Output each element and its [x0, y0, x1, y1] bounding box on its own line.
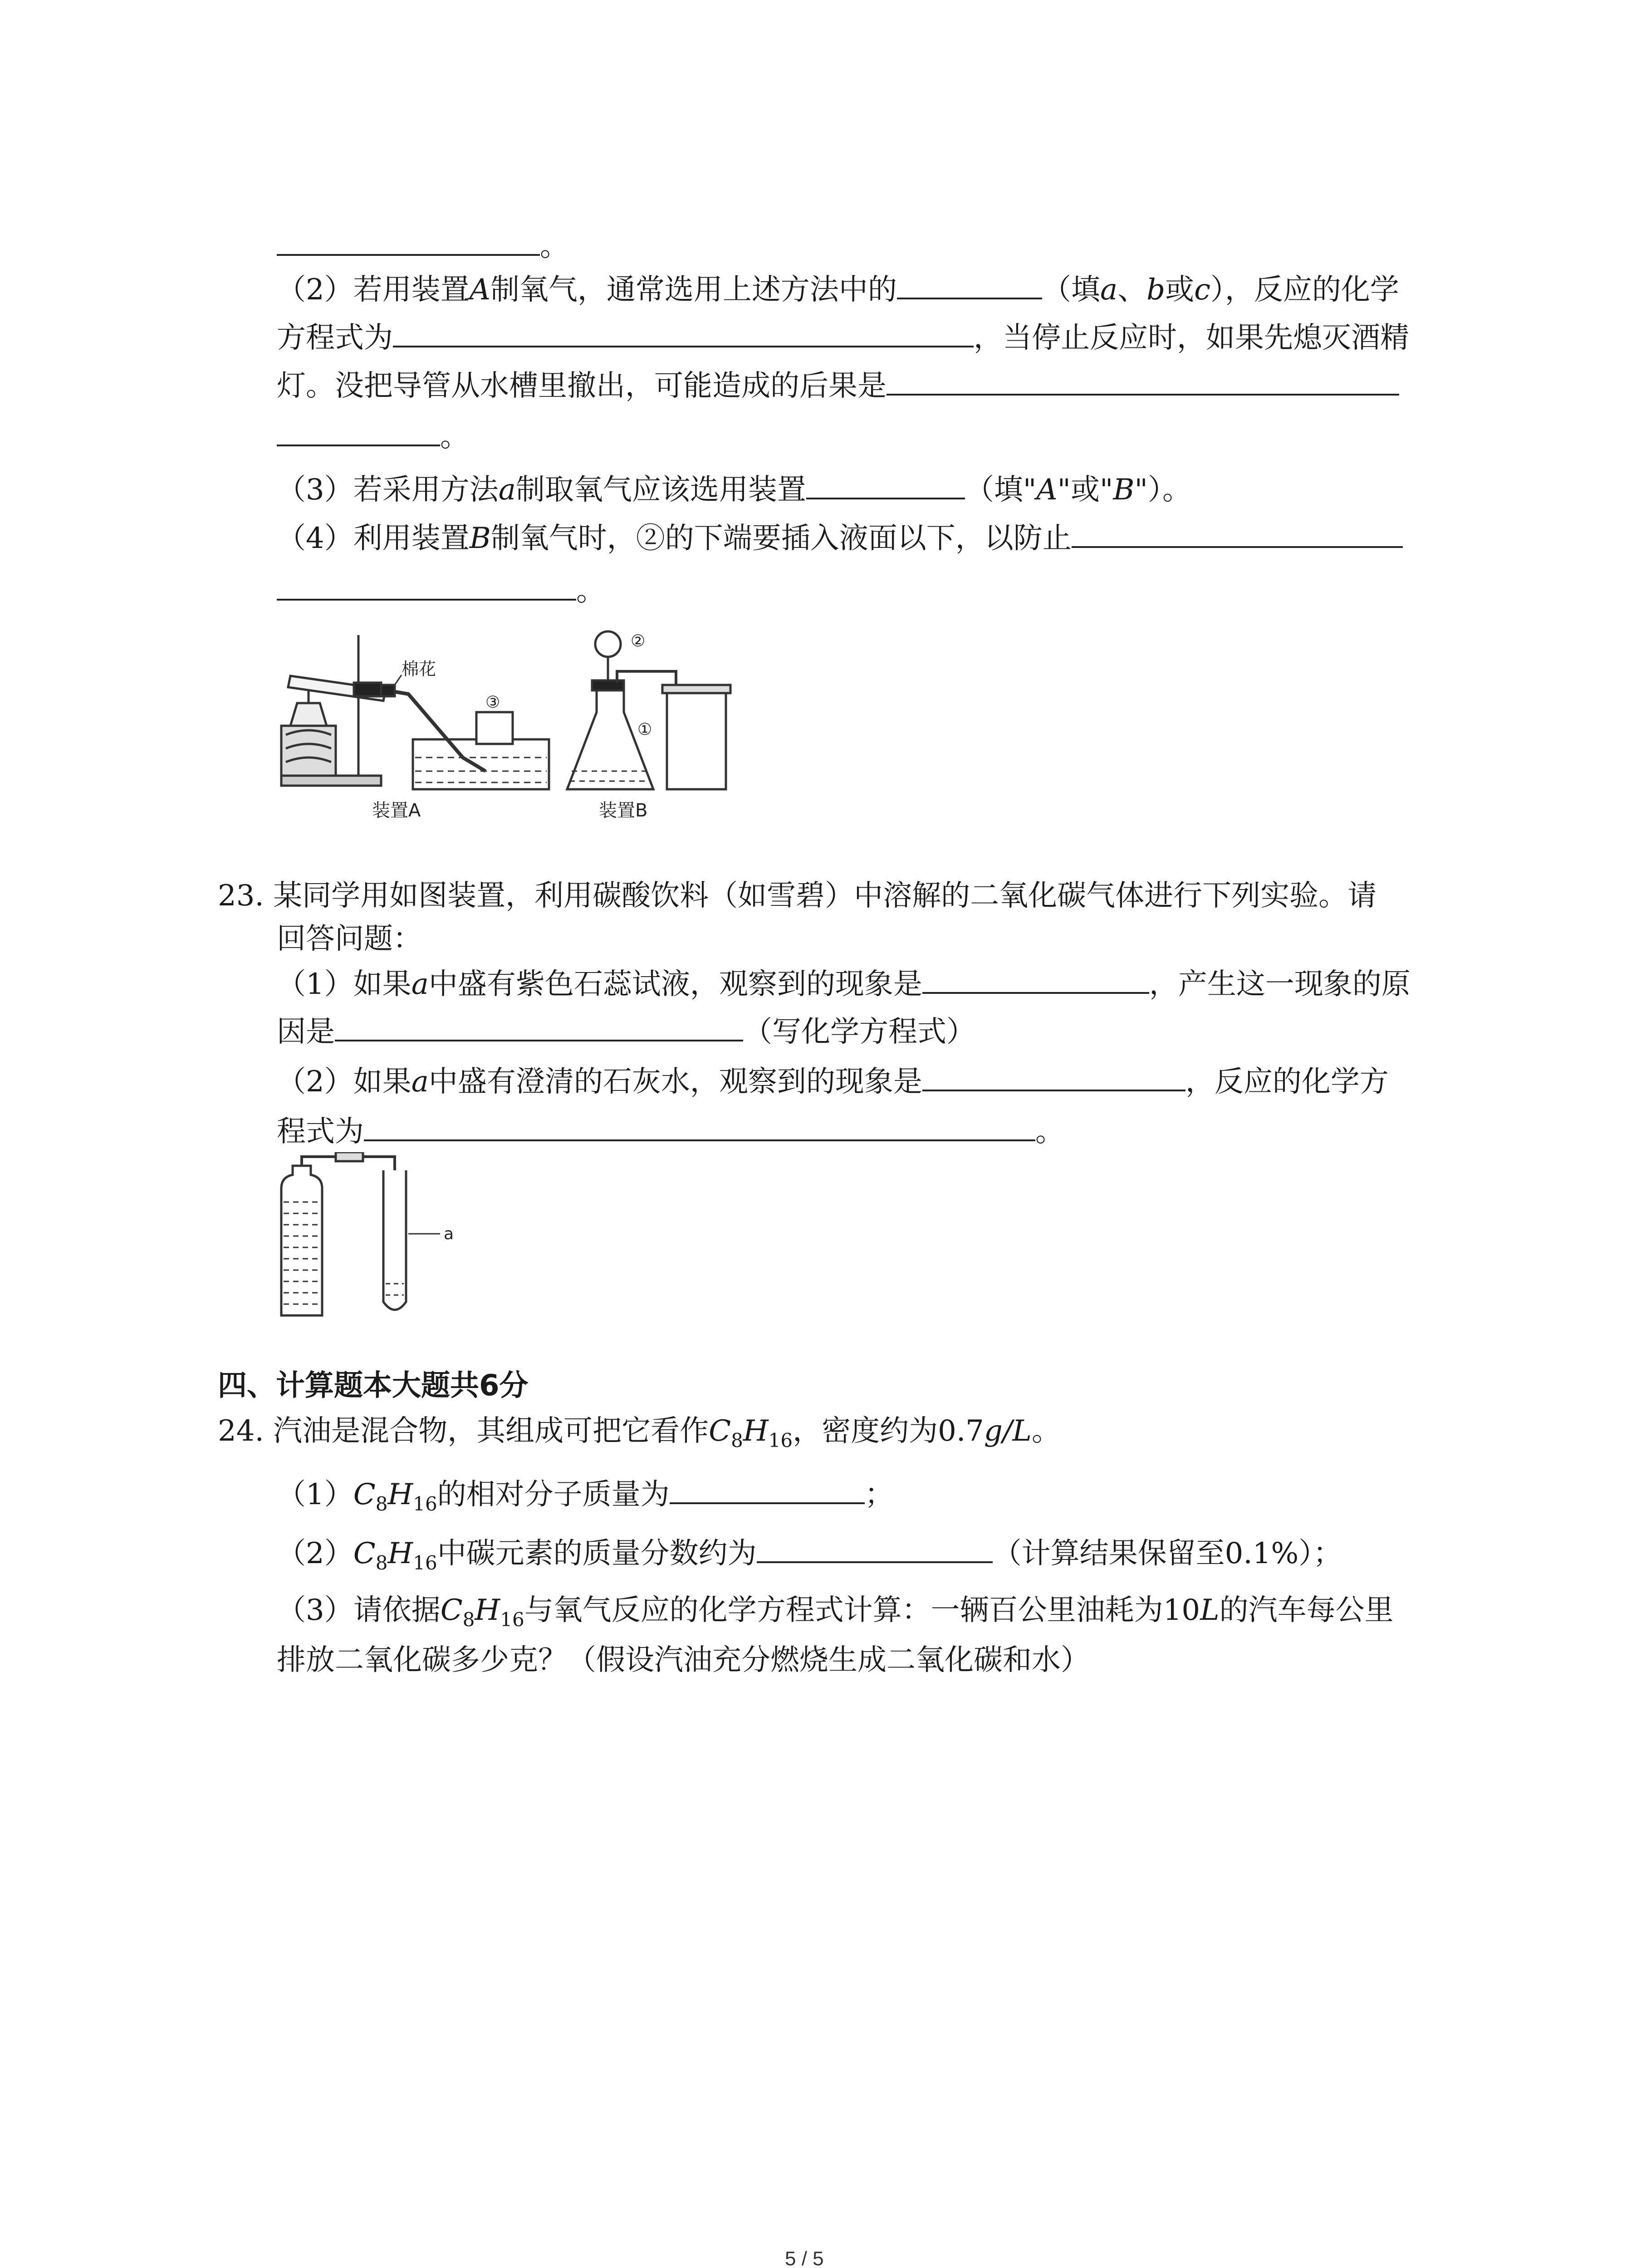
caption-apparatus-a: 装置A: [372, 800, 421, 821]
label-cotton: 棉花: [402, 659, 436, 679]
q22-part2-line3: 灯。没把导管从水槽里撤出，可能造成的后果是: [277, 366, 1399, 404]
flask-b: [567, 631, 653, 789]
soda-bottle-figure: [272, 1152, 463, 1325]
answer-blank[interactable]: [922, 1061, 1185, 1091]
q22-line1: 。: [277, 226, 569, 264]
answer-blank[interactable]: [277, 416, 440, 446]
section-heading: 四、计算题本大题共6分: [218, 1369, 529, 1403]
q22-part2-line2: 方程式为 ，当停止反应时，如果先熄灭酒精: [277, 318, 1409, 356]
q22-part4-line2: 。: [277, 571, 605, 609]
answer-blank[interactable]: [1072, 518, 1403, 548]
q22-part3: （3）若采用方法a制取氧气应该选用装置 （填"A"或"B"）。: [277, 469, 1191, 508]
q24-part2: $(2)C_8H_{16}$中碳元素的质量分数约为 （计算结果保留至0.1%）；: [277, 1533, 1342, 1581]
q22-part2-line1: （2）若用装置A制氧气，通常选用上述方法中的 （填a、b或c），反应的化学: [277, 269, 1399, 308]
q23-line1: 23. 某同学用如图装置，利用碳酸饮料（如雪碧）中溶解的二氧化碳气体进行下列实验。请: [218, 879, 1377, 913]
q23-part2-line1: （2）如果a中盛有澄清的石灰水，观察到的现象是 ，反应的化学方: [277, 1061, 1389, 1100]
q24-part3-line2: 排放二氧化碳多少克？（假设汽油充分燃烧生成二氧化碳和水）: [277, 1643, 1090, 1677]
test-tube-a: [288, 676, 395, 701]
q23-part1-line2: 因是 （写化学方程式）: [277, 1012, 975, 1050]
answer-blank[interactable]: [922, 964, 1149, 994]
caption-apparatus-b: 装置B: [599, 800, 648, 821]
label-n2: ②: [631, 632, 646, 650]
q23-part1-line1: （1）如果a中盛有紫色石蕊试液，观察到的现象是 ，产生这一现象的原: [277, 964, 1411, 1002]
answer-blank[interactable]: [757, 1533, 993, 1563]
answer-blank[interactable]: [897, 269, 1042, 299]
test-tube-a-vessel: [383, 1170, 406, 1310]
delivery-tube-a: [395, 692, 485, 771]
label-n1: ①: [637, 720, 652, 739]
water-trough: [413, 739, 549, 789]
q24-line1: 24. 汽油是混合物，其组成可把它看作$C_8H_{16}$，密度约为0.7g/L。: [218, 1414, 1061, 1452]
answer-blank[interactable]: [277, 571, 576, 601]
gas-jar-b: [667, 689, 726, 789]
answer-blank[interactable]: [806, 469, 965, 499]
label-n3: ③: [485, 693, 500, 712]
answer-blank[interactable]: [335, 1012, 743, 1041]
answer-blank[interactable]: [364, 1111, 1035, 1141]
q22-part4-line1: （4）利用装置B制氧气时，②的下端要插入液面以下，以防止: [277, 518, 1403, 557]
answer-blank[interactable]: [670, 1474, 865, 1504]
answer-blank[interactable]: [393, 318, 974, 347]
answer-blank[interactable]: [277, 226, 540, 256]
q23-line2: 回答问题：: [277, 922, 422, 956]
page-number: 5 / 5: [785, 2248, 824, 2268]
apparatus-figure-ab: [272, 621, 771, 830]
collection-bottle-3: [476, 712, 513, 744]
q24-part1: $(1)C_8H_{16}$的相对分子质量为 ；: [277, 1474, 894, 1522]
alcohol-lamp: [281, 683, 336, 776]
q24-part3-line1: （3）请依据$C_8H_{16}$与氧气反应的化学方程式计算：一辆百公里油耗为10L的汽车每公里: [277, 1593, 1394, 1631]
label-a: a: [444, 1225, 454, 1243]
q22-part2-line4: 。: [277, 416, 469, 455]
answer-blank[interactable]: [887, 366, 1399, 396]
q23-part2-line2: 程式为 。: [277, 1111, 1064, 1150]
